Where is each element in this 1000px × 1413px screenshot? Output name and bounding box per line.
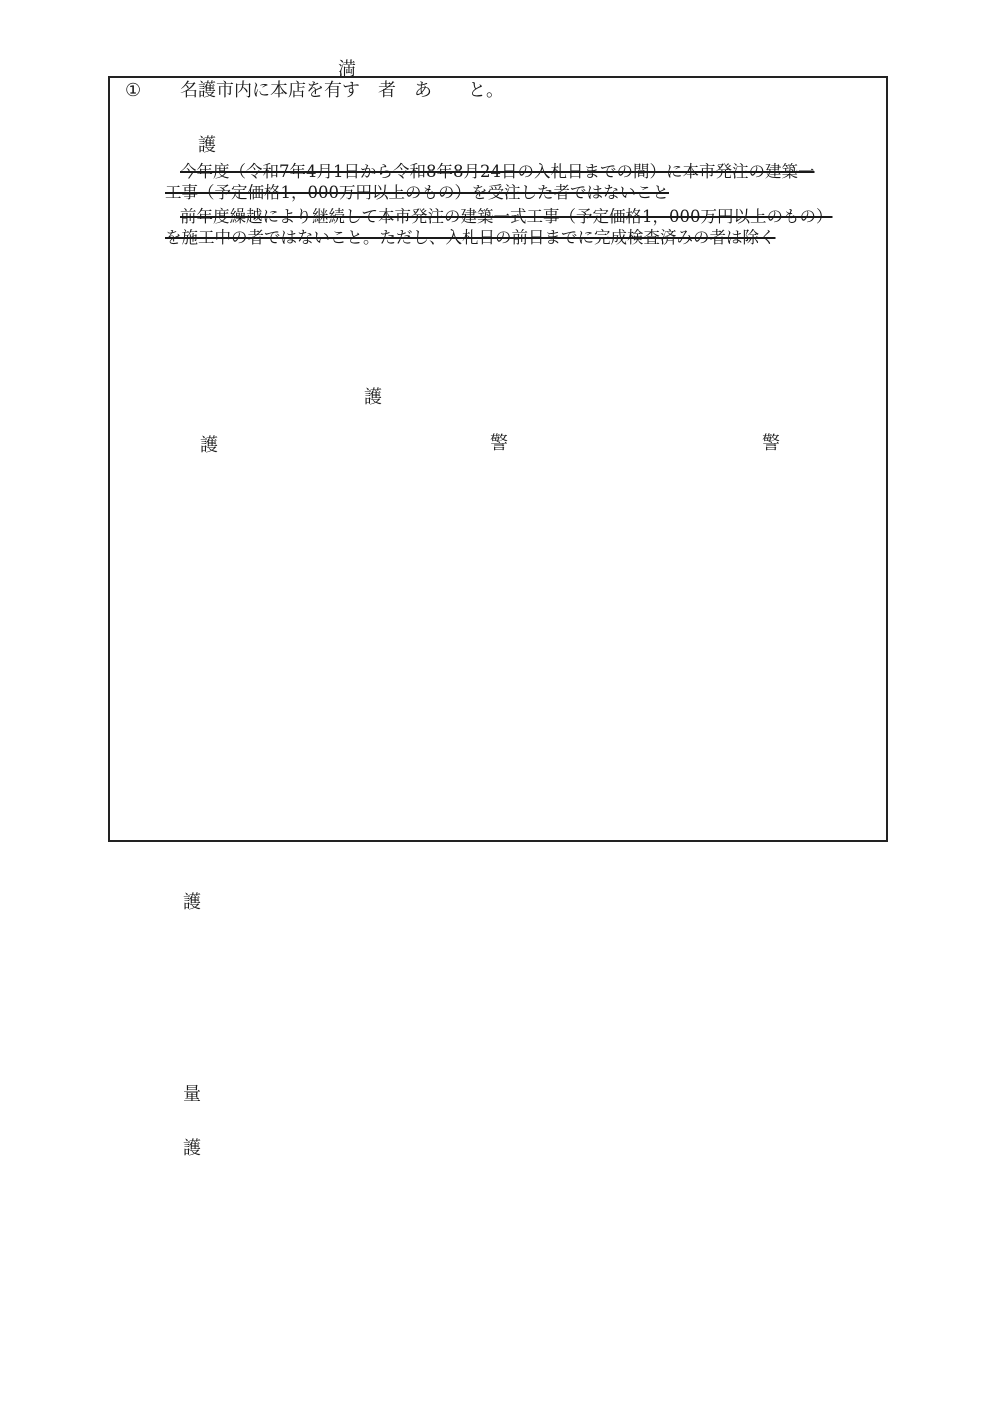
middle-label: 護: [364, 387, 382, 408]
item-number: ①: [125, 80, 142, 101]
struck-condition-2-line-1: 前年度繰越により継続して本市発注の建築一式工事（予定価格1，000万円以上のもの）: [180, 207, 833, 226]
row-label-1: 護: [200, 435, 218, 456]
sub-heading: 護: [198, 135, 216, 156]
header-mark: 満: [338, 59, 356, 80]
struck-condition-2-line-2: を施工中の者ではないこと。ただし、入札日の前日までに完成検査済みの者は除く: [165, 228, 776, 247]
row-label-3: 警: [762, 433, 780, 454]
row-label-2: 警: [490, 433, 508, 454]
footer-label-3: 護: [183, 1138, 201, 1159]
item-1-text: 名護市内に本店を有す 者 あ と。: [180, 80, 504, 101]
footer-label-1: 護: [183, 892, 201, 913]
struck-condition-1-line-1: 今年度（令和7年4月1日から令和8年8月24日の入札日までの間）に本市発注の建築一: [180, 162, 815, 181]
footer-label-2: 量: [183, 1084, 201, 1105]
struck-condition-1-line-2: 工事（予定価格1，000万円以上のもの）を受注した者ではないこと: [165, 183, 669, 202]
